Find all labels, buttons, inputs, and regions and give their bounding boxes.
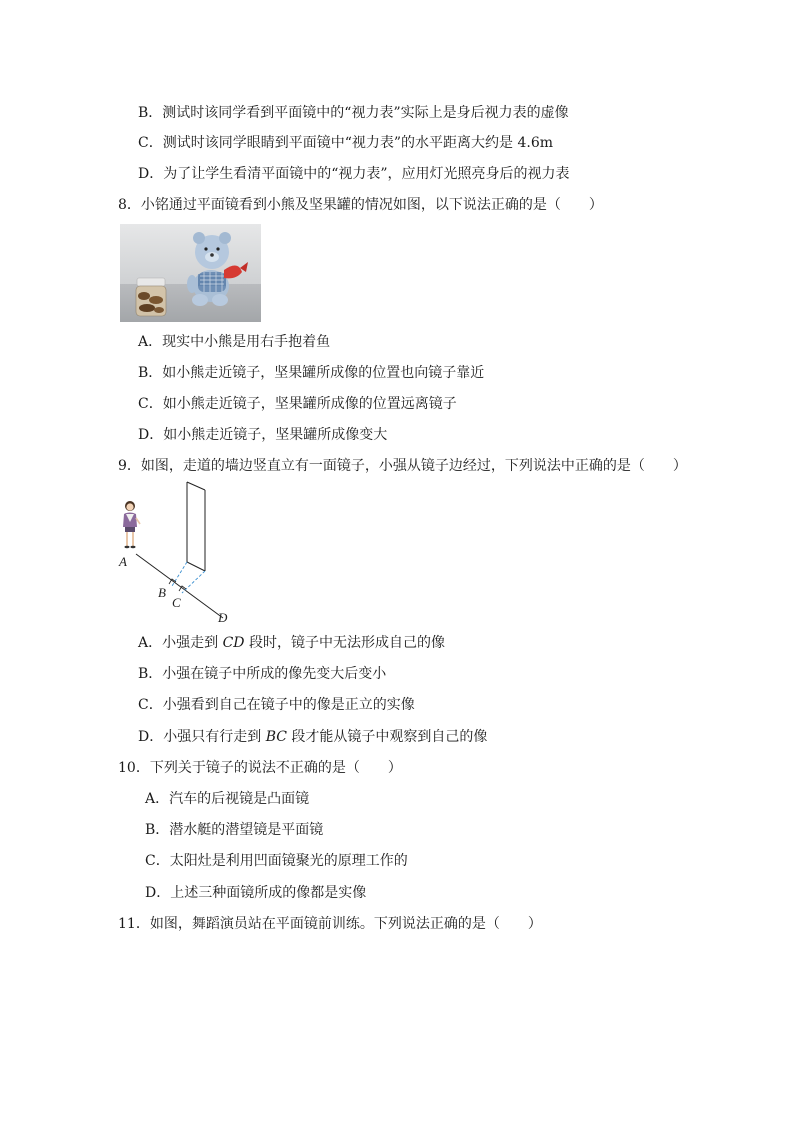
q9-option-a-pre: A．小强走到 <box>138 635 223 651</box>
q7-option-d: D．为了让学生看清平面镜中的“视力表”，应用灯光照亮身后的视力表 <box>138 166 570 182</box>
q9-option-d-pre: D．小强只有行走到 <box>138 729 266 745</box>
q10-stem: 10．下列关于镜子的说法不正确的是（ ） <box>118 760 402 776</box>
point-label-a: A <box>119 554 127 569</box>
q10-option-c: C．太阳灶是利用凹面镜聚光的原理工作的 <box>145 853 408 869</box>
corridor-mirror-figure <box>115 480 240 628</box>
q8-stem: 8．小铭通过平面镜看到小熊及坚果罐的情况如图，以下说法正确的是（ ） <box>118 197 603 213</box>
q8-option-a: A．现实中小熊是用右手抱着鱼 <box>138 334 331 350</box>
teddy-bear-photo-illustration <box>120 224 261 322</box>
q9-option-c: C．小强看到自己在镜子中的像是正立的实像 <box>138 697 415 713</box>
q9-option-a-segment: CD <box>222 635 245 651</box>
q10-option-b: B．潜水艇的潜望镜是平面镜 <box>145 822 324 838</box>
q11-stem: 11．如图，舞蹈演员站在平面镜前训练。下列说法正确的是（ ） <box>118 916 542 932</box>
q8-option-b: B．如小熊走近镜子，坚果罐所成像的位置也向镜子靠近 <box>138 365 485 381</box>
corridor-mirror-diagram <box>115 480 240 628</box>
q8-option-d: D．如小熊走近镜子，坚果罐所成像变大 <box>138 427 388 443</box>
q9-option-d-segment: BC <box>265 729 287 745</box>
q9-option-a-post: 段时，镜子中无法形成自己的像 <box>244 635 445 651</box>
q7-option-c: C．测试时该同学眼睛到平面镜中“视力表”的水平距离大约是 4.6m <box>138 135 554 151</box>
q10-option-a: A．汽车的后视镜是凸面镜 <box>145 791 310 807</box>
q8-option-c: C．如小熊走近镜子，坚果罐所成像的位置远离镜子 <box>138 396 457 412</box>
q9-option-d <box>138 727 487 747</box>
q9-option-d-post: 段才能从镜子中观察到自己的像 <box>286 729 488 745</box>
point-label-d: D <box>218 610 228 625</box>
q9-option-b: B．小强在镜子中所成的像先变大后变小 <box>138 666 387 682</box>
q10-option-d: D．上述三种面镜所成的像都是实像 <box>145 885 367 901</box>
q9-stem: 9．如图，走道的墙边竖直立有一面镜子，小强从镜子边经过，下列说法中正确的是（ ） <box>118 458 687 474</box>
point-label-c: C <box>172 595 181 610</box>
teddy-bear-mirror-photo <box>120 224 261 322</box>
point-label-b: B <box>158 585 166 600</box>
q9-option-a <box>138 633 445 653</box>
q7-option-b: B．测试时该同学看到平面镜中的“视力表”实际上是身后视力表的虚像 <box>138 105 569 121</box>
